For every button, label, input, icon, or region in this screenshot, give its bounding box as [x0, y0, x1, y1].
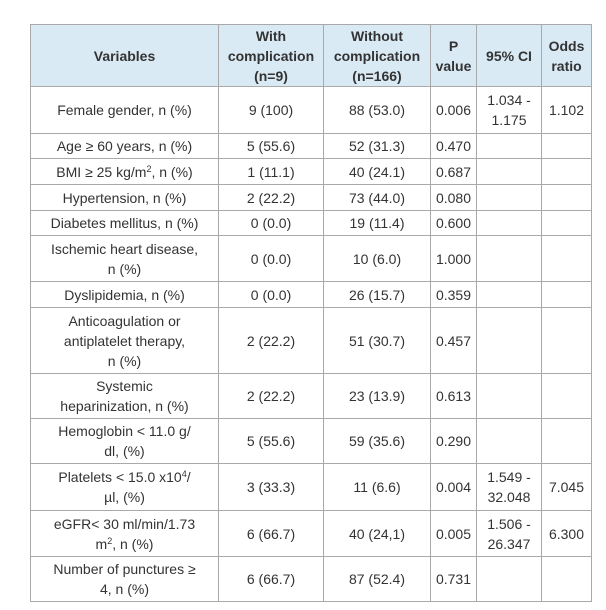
cell-variable [31, 134, 219, 159]
cell-without-complication [324, 419, 431, 464]
variable-text: 4, n (%) [99, 581, 149, 597]
cell-p-value-text: 0.005 [435, 525, 472, 542]
table-row [31, 308, 592, 374]
cell-with-complication-text: 1 (11.1) [247, 163, 295, 180]
cell-without-complication [324, 464, 431, 511]
cell-with-complication [219, 419, 324, 464]
cell-odds-ratio [542, 159, 592, 185]
cell-p-value-text: 0.290 [435, 433, 472, 449]
cell-with-complication-text: 0 (0.0) [250, 250, 292, 267]
cell-ci [477, 134, 542, 159]
cell-without-complication [324, 211, 431, 236]
table-row [31, 464, 592, 511]
cell-p-value [431, 185, 477, 211]
cell-without-complication-text: 26 (15.7) [348, 286, 406, 303]
variable-text: Systemic [96, 378, 153, 394]
variable-text: Anticoagulation or [68, 312, 181, 329]
variable-text: µl, (%) [104, 489, 145, 505]
cell-odds-ratio [542, 464, 592, 511]
cell-p-value [431, 282, 477, 308]
cell-p-value [431, 211, 477, 236]
cell-variable [31, 557, 219, 602]
cell-without-complication-text: 88 (53.0) [348, 102, 406, 118]
cell-without-complication [324, 557, 431, 602]
cell-variable [31, 419, 219, 464]
cell-with-complication-text: 2 (22.2) [246, 189, 296, 206]
cell-without-complication-text: 73 (44.0) [348, 189, 406, 206]
cell-with-complication [219, 511, 324, 557]
complication-table [30, 24, 592, 602]
cell-variable [31, 211, 219, 236]
cell-variable [31, 308, 219, 374]
header-ci [477, 25, 542, 87]
table-row [31, 282, 592, 308]
cell-ci [477, 87, 542, 134]
cell-p-value [431, 134, 477, 159]
header-odds-ratio [542, 25, 592, 87]
cell-p-value [431, 419, 477, 464]
cell-ci [477, 419, 542, 464]
superscript: 2 [107, 535, 113, 546]
cell-without-complication [324, 374, 431, 419]
cell-without-complication [324, 159, 431, 185]
cell-without-complication [324, 282, 431, 308]
cell-variable [31, 282, 219, 308]
header-row [31, 25, 592, 87]
variable-text: dl, (%) [104, 443, 145, 459]
cell-with-complication-text: 2 (22.2) [246, 332, 296, 349]
cell-odds-ratio [542, 419, 592, 464]
variable-text: heparinization, n (%) [60, 398, 189, 414]
header-variables [31, 25, 219, 87]
cell-ci [477, 236, 542, 282]
cell-odds-ratio [542, 511, 592, 557]
ci-text: 1.175 [491, 112, 527, 128]
cell-variable [31, 464, 219, 511]
cell-odds-ratio [542, 134, 592, 159]
cell-odds-ratio [542, 557, 592, 602]
table-row [31, 159, 592, 185]
cell-ci [477, 557, 542, 602]
cell-variable [31, 87, 219, 134]
cell-p-value-text: 0.359 [435, 286, 472, 303]
cell-ci [477, 211, 542, 236]
cell-with-complication [219, 211, 324, 236]
cell-ci [477, 511, 542, 557]
cell-ci [477, 464, 542, 511]
cell-without-complication-text: 87 (52.4) [348, 571, 406, 587]
cell-with-complication-text: 6 (66.7) [246, 525, 296, 542]
header-or-line2: ratio [551, 57, 582, 74]
variable-text: BMI ≥ 25 kg/m [56, 163, 147, 180]
header-without-line3: (n=166) [352, 67, 402, 84]
variable-text: Platelets < 15.0 x10 [58, 469, 182, 485]
cell-p-value-text: 0.687 [435, 163, 472, 180]
variable-text: n (%) [107, 352, 142, 369]
cell-with-complication [219, 134, 324, 159]
cell-with-complication [219, 185, 324, 211]
cell-with-complication-text: 6 (66.7) [246, 571, 296, 587]
variable-text: antiplatelet therapy, [63, 332, 186, 349]
cell-with-complication-text: 5 (55.6) [246, 433, 296, 449]
header-variables-text: Variables [93, 47, 156, 64]
cell-with-complication [219, 282, 324, 308]
variable-text: Hypertension, n (%) [62, 189, 187, 206]
cell-with-complication-text: 2 (22.2) [246, 388, 296, 404]
header-without-complication [324, 25, 431, 87]
cell-without-complication-text: 40 (24.1) [348, 163, 406, 180]
header-without-line2: complication [333, 47, 421, 64]
cell-without-complication-text: 59 (35.6) [348, 433, 406, 449]
cell-without-complication [324, 236, 431, 282]
cell-ci [477, 374, 542, 419]
variable-text: Female gender, n (%) [57, 102, 192, 118]
variable-text: Dyslipidemia, n (%) [64, 286, 185, 303]
table-row [31, 87, 592, 134]
variable-text: Ischemic heart disease, [50, 240, 199, 257]
cell-odds-ratio [542, 185, 592, 211]
cell-without-complication [324, 308, 431, 374]
superscript: 4 [181, 469, 187, 479]
cell-variable [31, 159, 219, 185]
variable-text: , n (%) [151, 163, 193, 180]
cell-p-value [431, 236, 477, 282]
cell-without-complication-text: 11 (6.6) [353, 479, 401, 495]
cell-with-complication [219, 87, 324, 134]
cell-odds-ratio [542, 282, 592, 308]
ci-text: 32.048 [487, 489, 531, 505]
cell-p-value [431, 464, 477, 511]
cell-with-complication-text: 0 (0.0) [250, 215, 292, 231]
cell-p-value [431, 557, 477, 602]
cell-p-value-text: 0.613 [435, 388, 472, 404]
superscript: 2 [146, 163, 152, 174]
cell-with-complication [219, 557, 324, 602]
cell-with-complication [219, 308, 324, 374]
cell-without-complication [324, 511, 431, 557]
cell-without-complication [324, 87, 431, 134]
header-ci-text: 95% CI [486, 47, 532, 64]
table-row [31, 557, 592, 602]
cell-p-value-text: 0.080 [435, 189, 472, 206]
table-row [31, 134, 592, 159]
cell-p-value [431, 308, 477, 374]
table-row [31, 185, 592, 211]
cell-odds-ratio [542, 87, 592, 134]
cell-with-complication [219, 374, 324, 419]
header-with-line1: With [255, 27, 287, 44]
cell-p-value [431, 87, 477, 134]
cell-variable [31, 236, 219, 282]
cell-variable [31, 511, 219, 557]
header-p-value [431, 25, 477, 87]
cell-without-complication [324, 134, 431, 159]
cell-with-complication [219, 159, 324, 185]
table-row [31, 419, 592, 464]
cell-ci [477, 185, 542, 211]
cell-p-value-text: 0.006 [435, 102, 472, 118]
table-container [30, 24, 592, 602]
cell-ci [477, 159, 542, 185]
cell-without-complication [324, 185, 431, 211]
table-body [31, 87, 592, 602]
cell-p-value [431, 374, 477, 419]
cell-without-complication-text: 40 (24,1) [348, 525, 406, 542]
table-row [31, 236, 592, 282]
variable-text: Diabetes mellitus, n (%) [50, 215, 199, 231]
cell-p-value [431, 511, 477, 557]
odds-ratio-text: 7.045 [548, 479, 585, 495]
ci-text: 1.506 - [487, 515, 531, 532]
variable-text: / [186, 469, 191, 485]
cell-ci [477, 282, 542, 308]
cell-with-complication-text: 9 (100) [248, 102, 294, 118]
cell-p-value [431, 159, 477, 185]
header-without-line1: Without [351, 27, 403, 44]
header-with-complication [219, 25, 324, 87]
cell-p-value-text: 0.731 [435, 571, 472, 587]
table-row [31, 511, 592, 557]
variable-text: Number of punctures ≥ [53, 561, 196, 577]
variable-text: Age ≥ 60 years, n (%) [56, 138, 193, 154]
cell-with-complication [219, 236, 324, 282]
cell-without-complication-text: 52 (31.3) [348, 138, 406, 154]
header-with-line3: (n=9) [254, 67, 288, 84]
cell-odds-ratio [542, 236, 592, 282]
cell-ci [477, 308, 542, 374]
cell-with-complication-text: 3 (33.3) [246, 479, 296, 495]
header-p-line1: P [448, 37, 459, 54]
cell-odds-ratio [542, 308, 592, 374]
ci-text: 26.347 [487, 535, 531, 552]
table-row [31, 374, 592, 419]
variable-text: , n (%) [112, 535, 154, 552]
ci-text: 1.034 - [487, 92, 531, 108]
cell-p-value-text: 1.000 [435, 250, 472, 267]
variable-text: m [95, 535, 108, 552]
header-with-line2: complication [227, 47, 315, 64]
cell-variable [31, 374, 219, 419]
header-p-line2: value [435, 57, 472, 74]
table-row [31, 211, 592, 236]
header-or-line1: Odds [548, 37, 585, 54]
odds-ratio-text: 1.102 [548, 102, 585, 118]
ci-text: 1.549 - [487, 469, 531, 485]
odds-ratio-text: 6.300 [548, 525, 585, 542]
cell-with-complication [219, 464, 324, 511]
variable-text: n (%) [107, 260, 142, 277]
variable-text: eGFR< 30 ml/min/1.73 [53, 515, 196, 532]
cell-with-complication-text: 0 (0.0) [250, 286, 292, 303]
cell-without-complication-text: 19 (11.4) [349, 215, 405, 231]
cell-p-value-text: 0.600 [435, 215, 472, 231]
cell-p-value-text: 0.457 [435, 332, 472, 349]
cell-with-complication-text: 5 (55.6) [246, 138, 296, 154]
cell-without-complication-text: 23 (13.9) [348, 388, 406, 404]
cell-without-complication-text: 51 (30.7) [348, 332, 406, 349]
cell-odds-ratio [542, 211, 592, 236]
variable-text: Hemoglobin < 11.0 g/ [58, 423, 191, 439]
cell-p-value-text: 0.470 [435, 138, 472, 154]
cell-without-complication-text: 10 (6.0) [352, 250, 402, 267]
cell-p-value-text: 0.004 [435, 479, 472, 495]
cell-odds-ratio [542, 374, 592, 419]
cell-variable [31, 185, 219, 211]
